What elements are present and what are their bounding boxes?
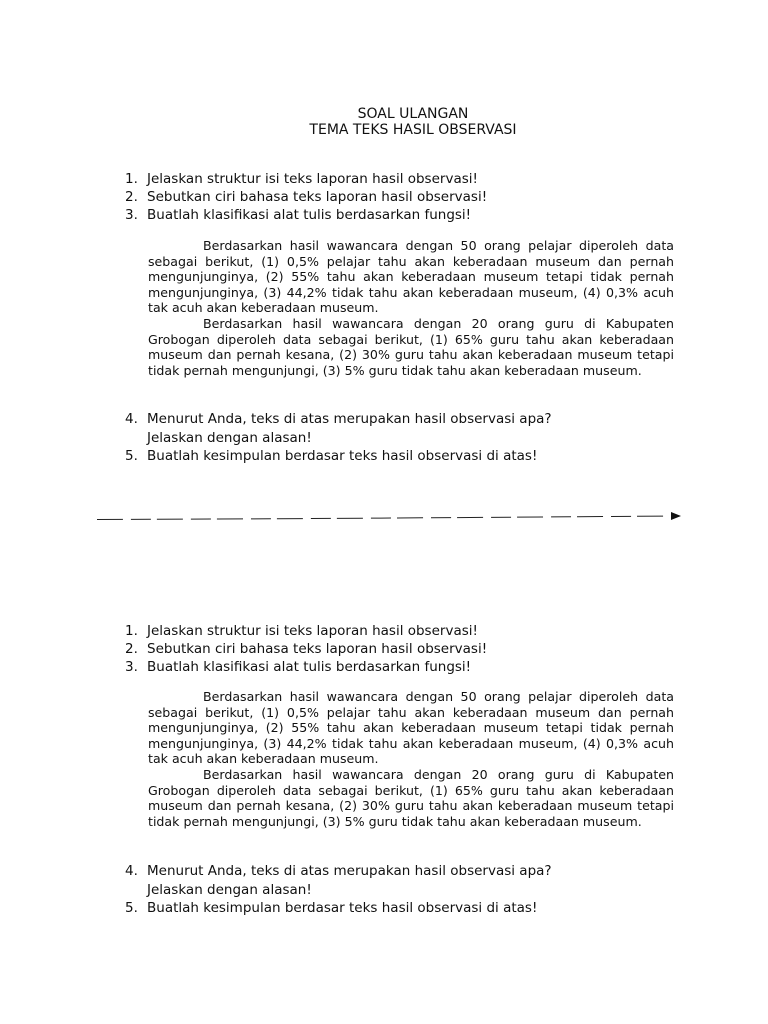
dashed-line <box>97 516 673 520</box>
question-2: 2. Sebutkan ciri bahasa teks laporan hasil observasi! <box>125 641 488 657</box>
question-5: 5. Buatlah kesimpulan berdasar teks hasil observasi di atas! <box>125 900 538 916</box>
observation-text <box>148 238 674 378</box>
page-title: SOAL ULANGAN <box>357 106 469 122</box>
question-4-line2: Jelaskan dengan alasan! <box>147 882 312 898</box>
question-3: 3. Buatlah klasifikasi alat tulis berdasarkan fungsi! <box>125 659 472 675</box>
question-1: 1. Jelaskan struktur isi teks laporan hasil observasi! <box>125 171 478 187</box>
question-1: 1. Jelaskan struktur isi teks laporan hasil observasi! <box>125 623 478 639</box>
question-3: 3. Buatlah klasifikasi alat tulis berdasarkan fungsi! <box>125 207 472 223</box>
question-5: 5. Buatlah kesimpulan berdasar teks hasil observasi di atas! <box>125 448 538 464</box>
question-4: 4. Menurut Anda, teks di atas merupakan hasil observasi apa? <box>125 411 552 427</box>
paragraph-teachers: Berdasarkan hasil wawancara dengan 20 orang guru di Kabupaten Grobogan diperoleh data sebagai berikut, (1) 65% guru tahu akan keberadaan museum dan pernah kesana, (2) 30% guru tahu akan keberadaan museum tetapi tidak pernah mengunjungi, (3) 5% guru tidak tahu akan keberadaan museum. <box>148 766 674 829</box>
observation-text <box>148 689 674 829</box>
paragraph-teachers: Berdasarkan hasil wawancara dengan 20 orang guru di Kabupaten Grobogan diperoleh data sebagai berikut, (1) 65% guru tahu akan keberadaan museum dan pernah kesana, (2) 30% guru tahu akan keberadaan museum tetapi tidak pernah mengunjungi, (3) 5% guru tidak tahu akan keberadaan museum. <box>148 315 674 378</box>
arrow-head-icon <box>671 512 681 520</box>
cut-line-arrow <box>95 510 685 526</box>
question-4-line2: Jelaskan dengan alasan! <box>147 430 312 446</box>
paragraph-students: Berdasarkan hasil wawancara dengan 50 orang pelajar diperoleh data sebagai berikut, (1) 0,5% pelajar tahu akan keberadaan museum dan pernah mengunjunginya, (2) 55% tahu akan keberadaan museum tetapi tidak pernah mengunjunginya, (3) 44,2% tidak tahu akan keberadaan museum, (4) 0,3% acuh tak acuh akan keberadaan museum. <box>148 689 674 767</box>
page-subtitle: TEMA TEKS HASIL OBSERVASI <box>309 122 517 138</box>
question-2: 2. Sebutkan ciri bahasa teks laporan hasil observasi! <box>125 189 488 205</box>
paragraph-students: Berdasarkan hasil wawancara dengan 50 orang pelajar diperoleh data sebagai berikut, (1) 0,5% pelajar tahu akan keberadaan museum dan pernah mengunjunginya, (2) 55% tahu akan keberadaan museum tetapi tidak pernah mengunjunginya, (3) 44,2% tidak tahu akan keberadaan museum, (4) 0,3% acuh tak acuh akan keberadaan museum. <box>148 238 674 316</box>
question-4: 4. Menurut Anda, teks di atas merupakan hasil observasi apa? <box>125 863 552 879</box>
